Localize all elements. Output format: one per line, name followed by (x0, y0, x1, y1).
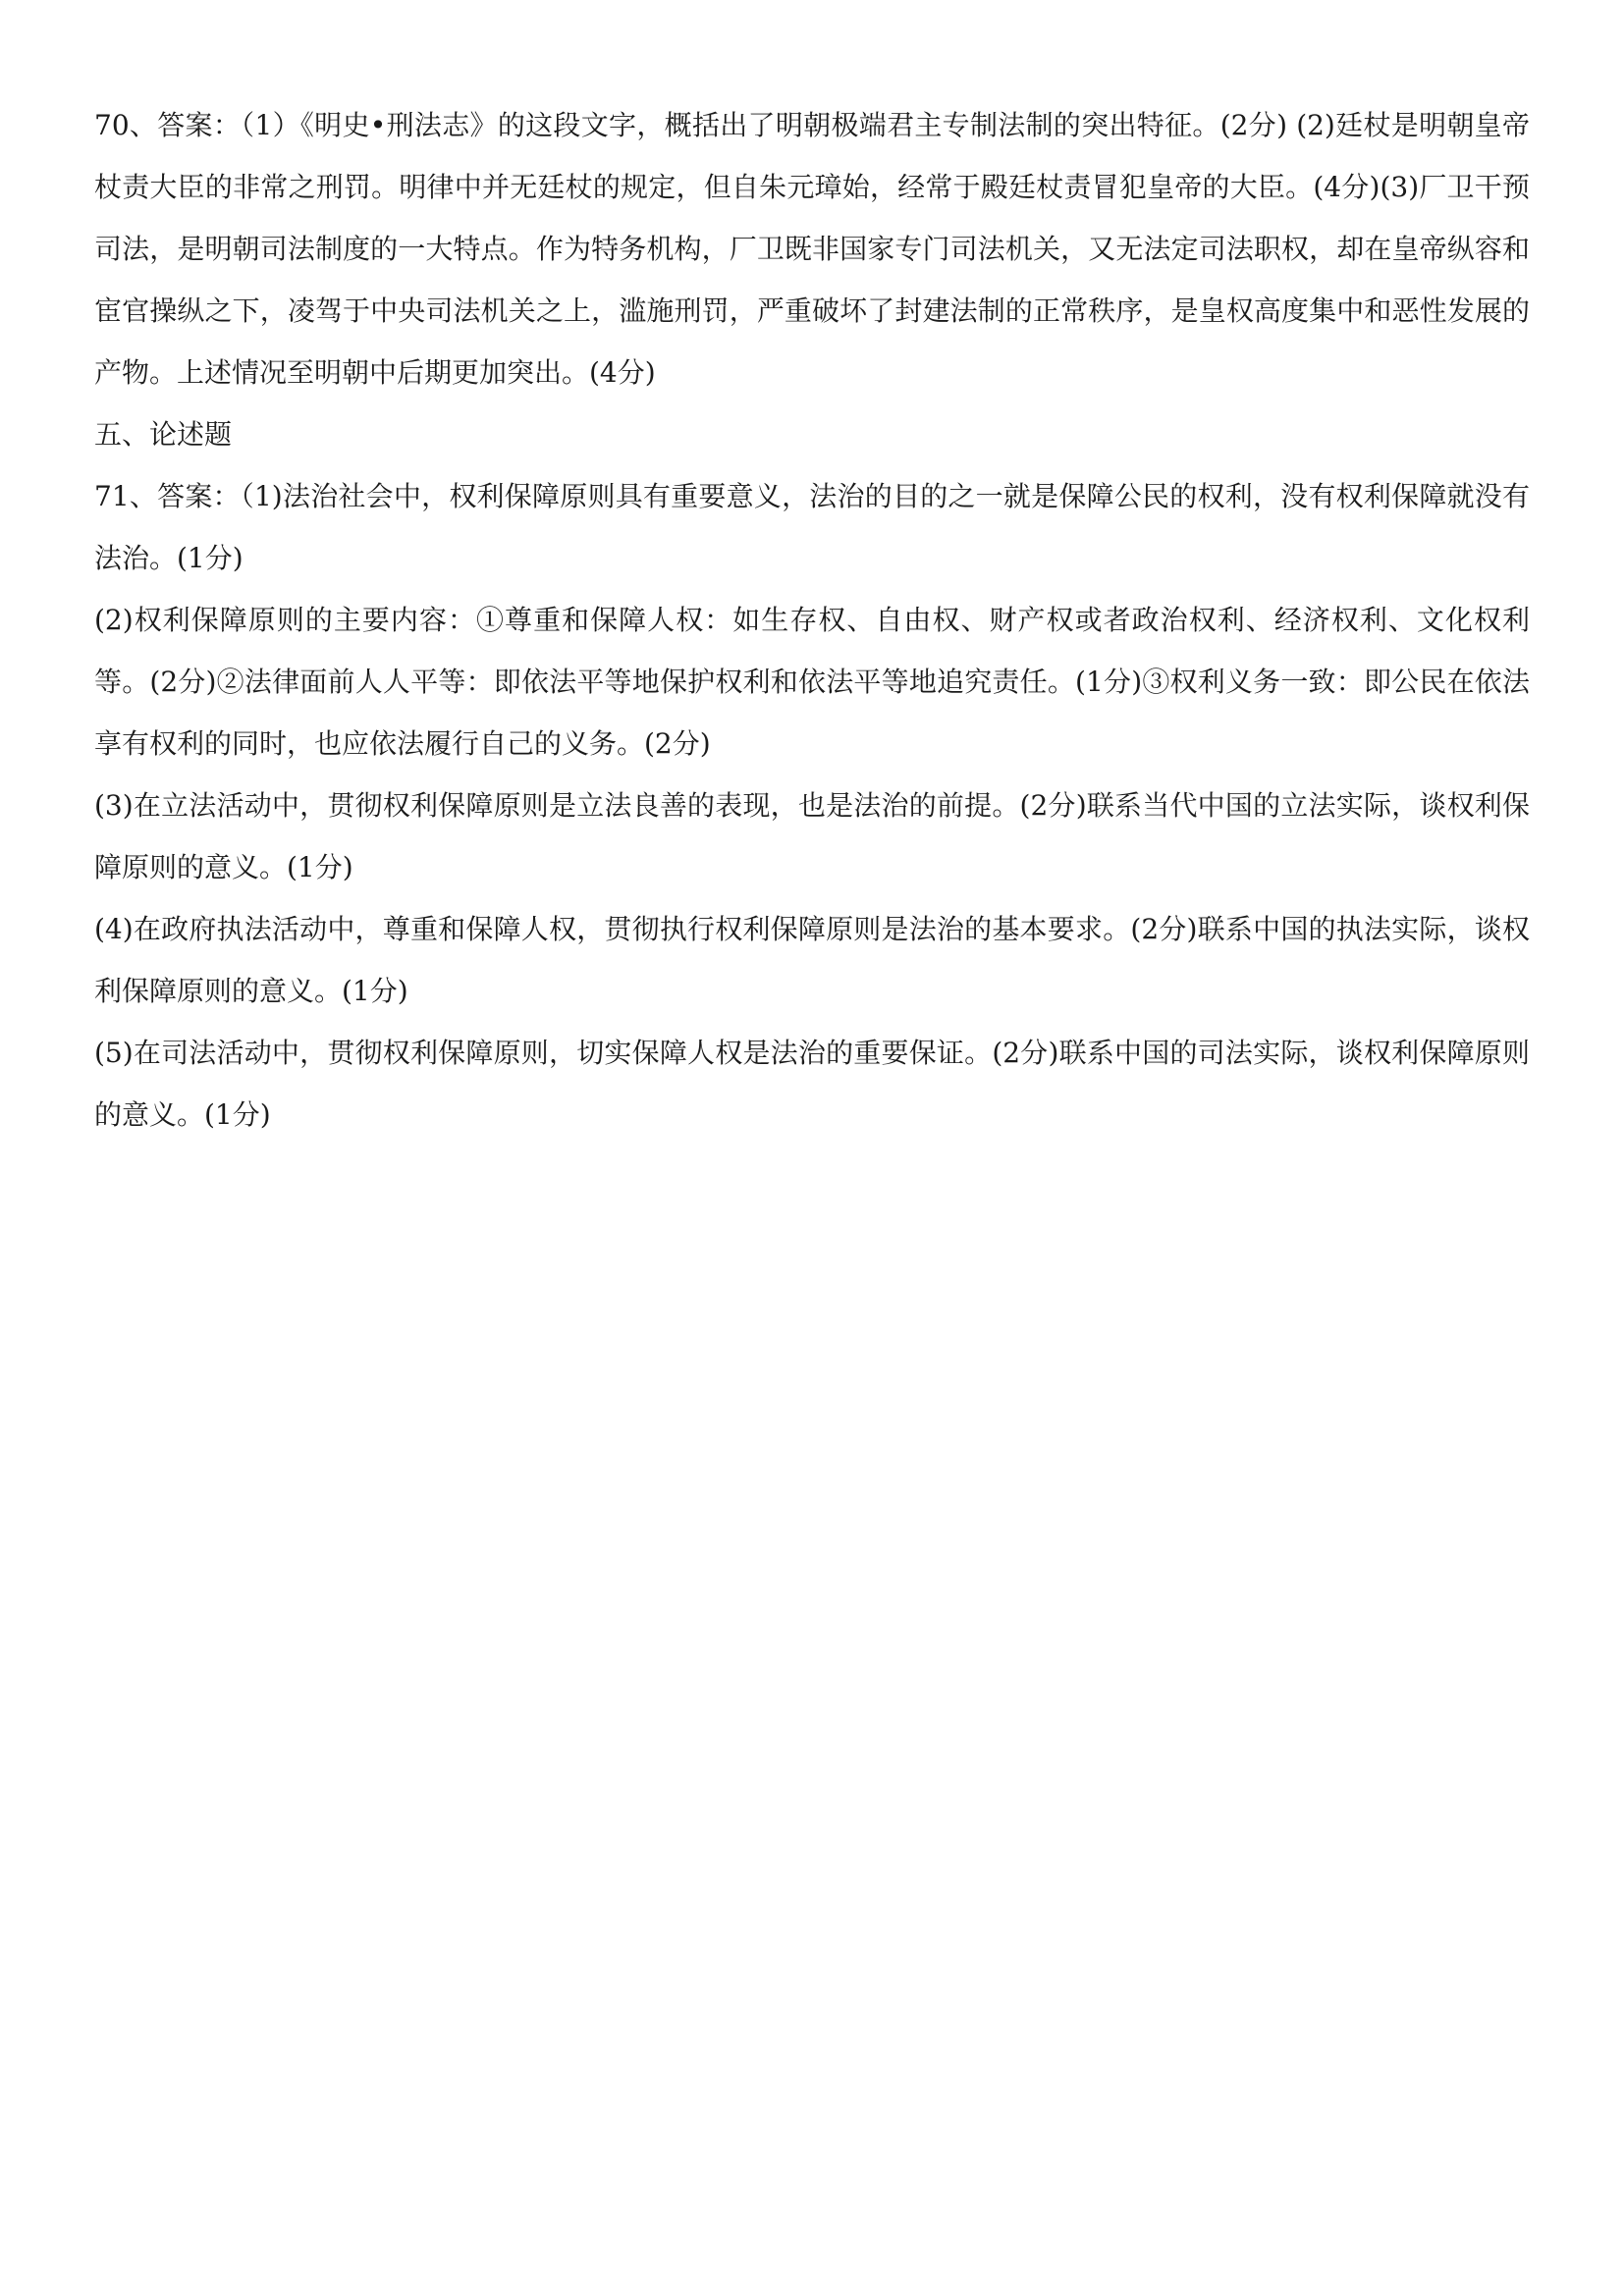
answer-71-part-2: (2)权利保障原则的主要内容：①尊重和保障人权：如生存权、自由权、财产权或者政治权利、经济权利、文化权利等。(2分)②法律面前人人平等：即依法平等地保护权利和依法平等地追究责任。(1分)③权利义务一致：即公民在依法享有权利的同时，也应依法履行自己的义务。(2分) (94, 604, 1530, 760)
section-heading-essay: 五、论述题 (94, 418, 233, 451)
answer-71-part-3: (3)在立法活动中，贯彻权利保障原则是立法良善的表现，也是法治的前提。(2分)联系当代中国的立法实际，谈权利保障原则的意义。(1分) (94, 789, 1530, 883)
answer-71-part-5: (5)在司法活动中，贯彻权利保障原则，切实保障人权是法治的重要保证。(2分)联系中国的司法实际，谈权利保障原则的意义。(1分) (94, 1037, 1530, 1131)
document-page (94, 94, 1530, 1146)
answer-71-part-1: 71、答案：（1)法治社会中，权利保障原则具有重要意义，法治的目的之一就是保障公民的权利，没有权利保障就没有法治。(1分) (94, 480, 1530, 574)
answer-71-part-4: (4)在政府执法活动中，尊重和保障人权，贯彻执行权利保障原则是法治的基本要求。(2分)联系中国的执法实际，谈权利保障原则的意义。(1分) (94, 913, 1530, 1007)
answer-70: 70、答案：（1）《明史•刑法志》的这段文字，概括出了明朝极端君主专制法制的突出特征。(2分) (2)廷杖是明朝皇帝杖责大臣的非常之刑罚。明律中并无廷杖的规定，但自朱元璋始，经常于殿廷杖责冒犯皇帝的大臣。(4分)(3)厂卫干预司法，是明朝司法制度的一大特点。作为特务机构，厂卫既非国家专门司法机关，又无法定司法职权，却在皇帝纵容和宦官操纵之下，凌驾于中央司法机关之上，滥施刑罚，严重破坏了封建法制的正常秩序，是皇权高度集中和恶性发展的产物。上述情况至明朝中后期更加突出。(4分) (94, 109, 1530, 389)
